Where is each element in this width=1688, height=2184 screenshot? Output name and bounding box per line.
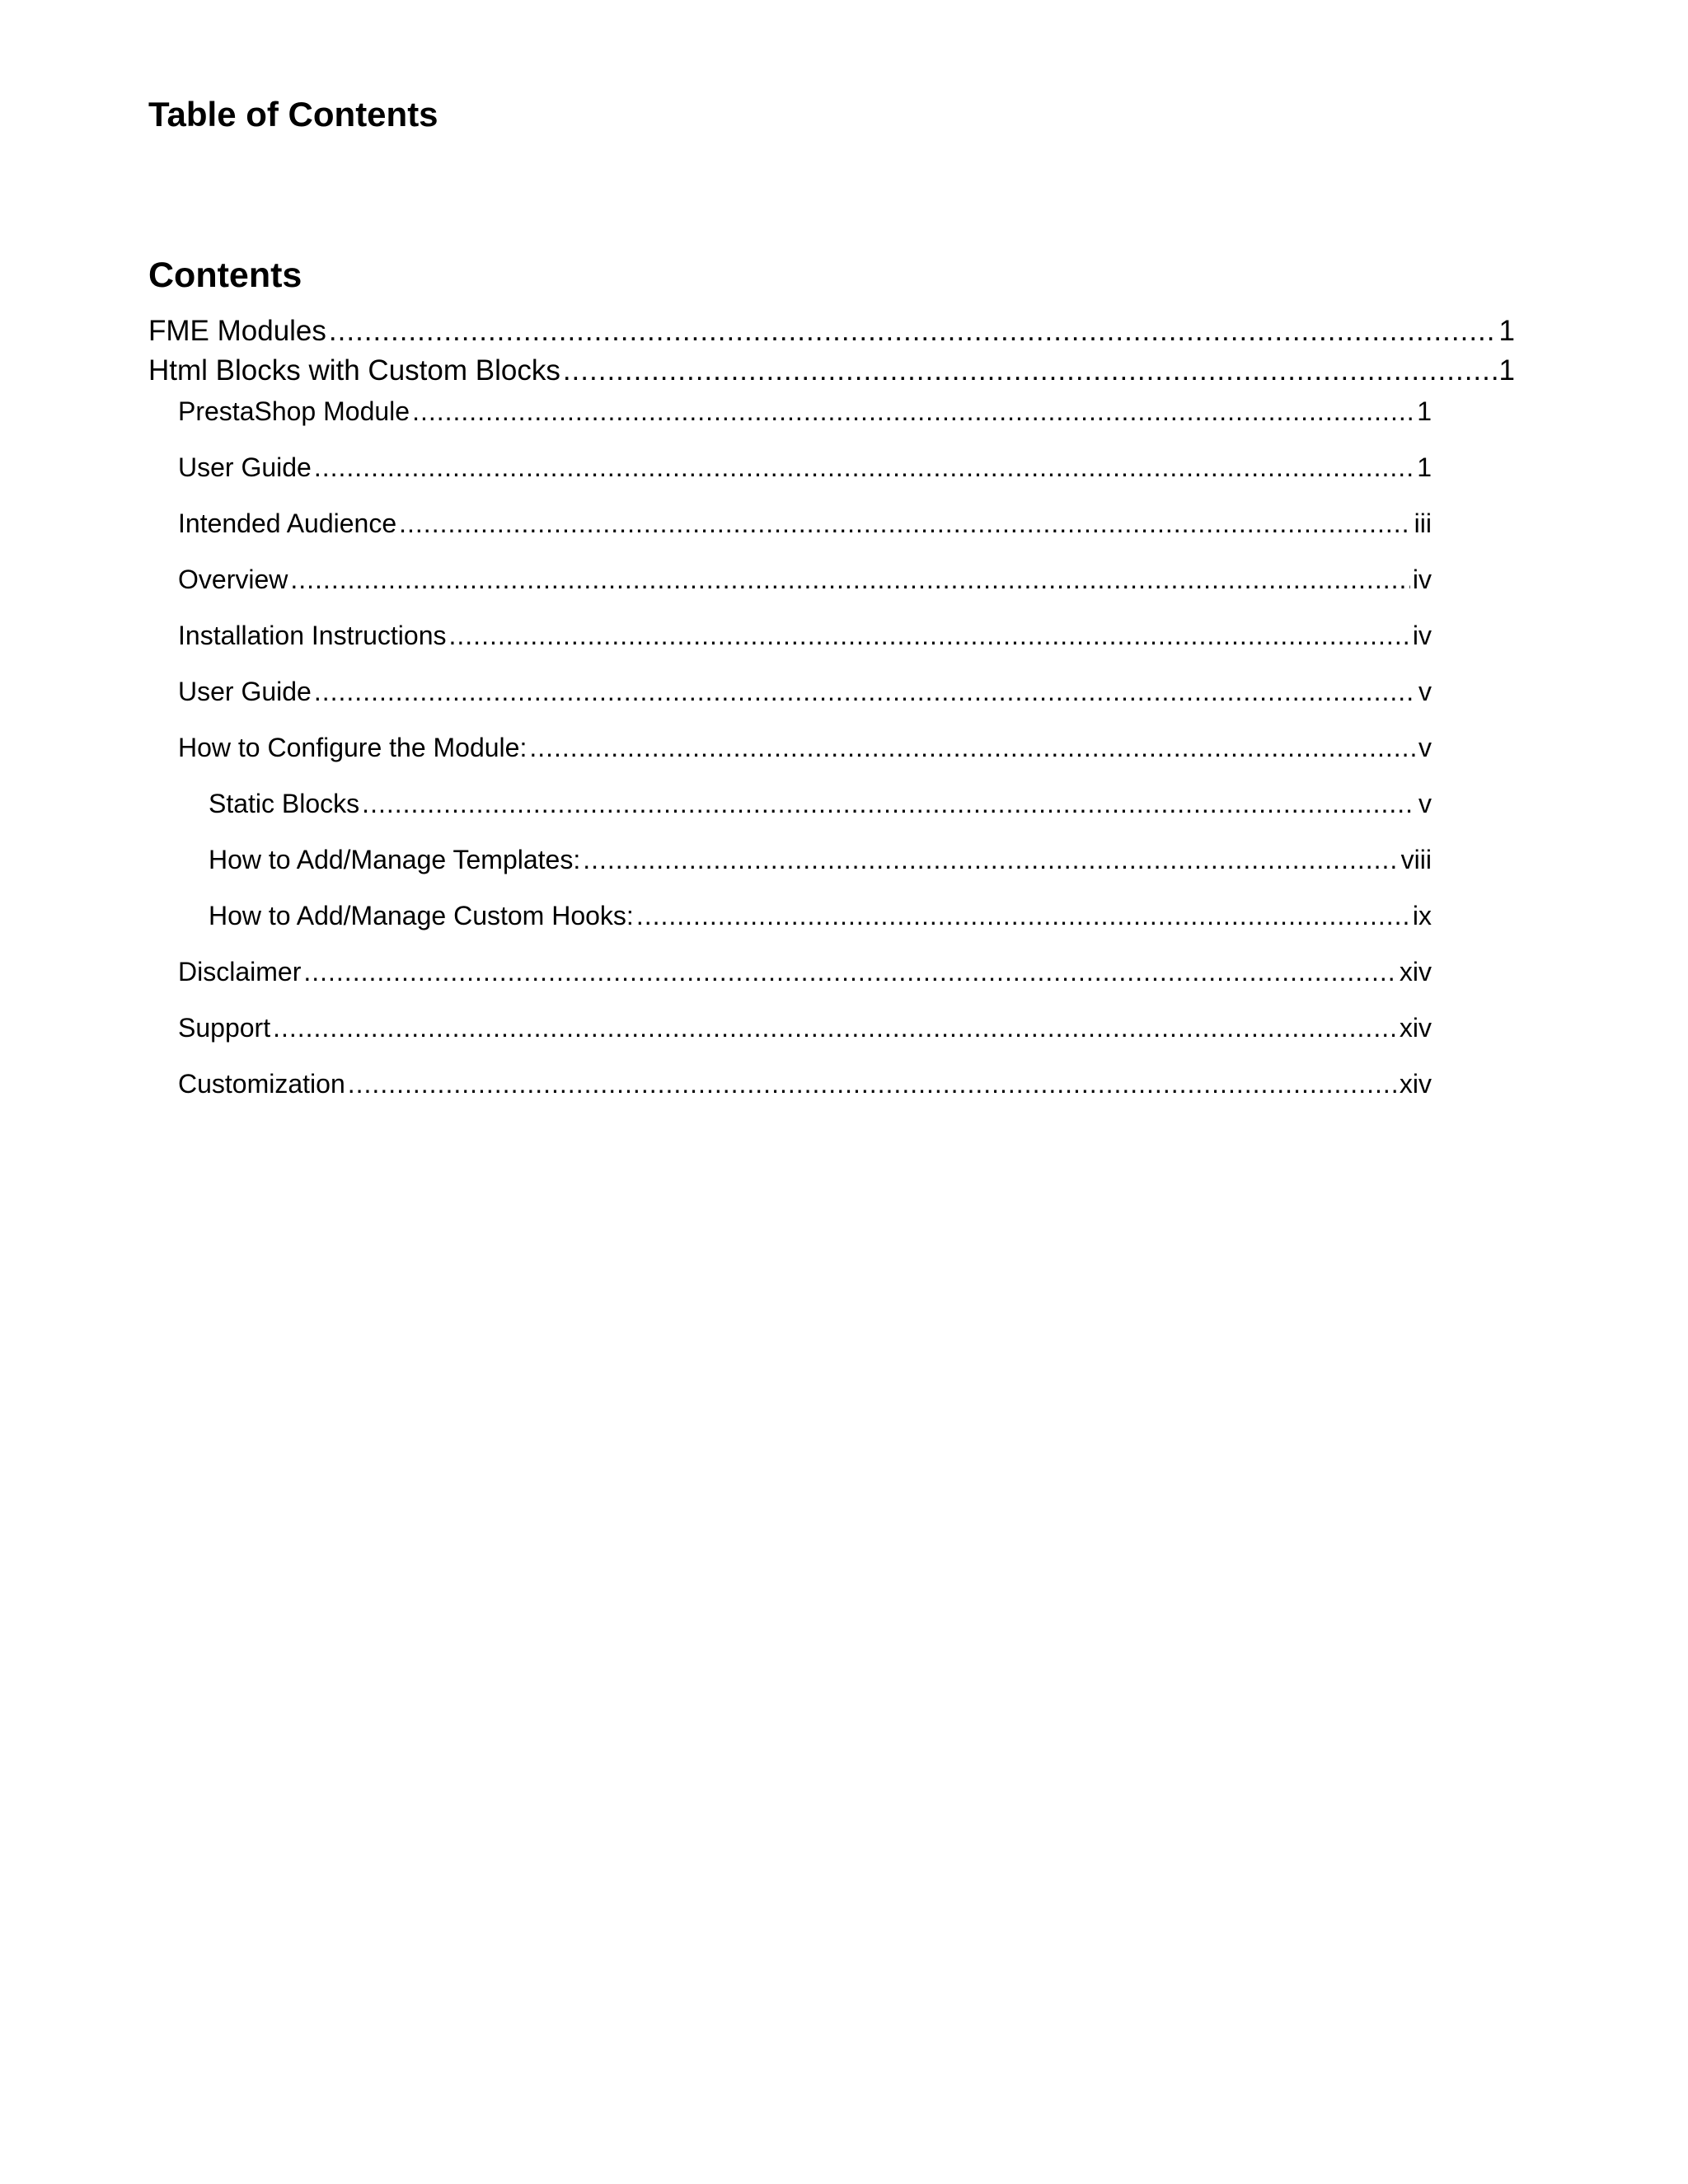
toc-entry-page: v (1418, 733, 1432, 762)
toc-entry[interactable] (209, 841, 1432, 878)
toc-entry-title: Disclaimer (178, 957, 302, 987)
toc-leader-dots (399, 505, 1412, 541)
toc-entry-title: Html Blocks with Custom Blocks (148, 354, 560, 387)
toc-leader-dots (273, 1010, 1397, 1046)
toc-entry[interactable] (178, 954, 1432, 990)
toc-leader-dots (636, 898, 1410, 934)
toc-leader-dots (362, 785, 1416, 822)
toc-entry[interactable] (178, 505, 1432, 541)
toc-leader-dots (303, 954, 1397, 990)
toc-entry[interactable] (209, 785, 1432, 822)
toc-leader-dots (583, 841, 1398, 878)
toc-leader-dots (412, 393, 1414, 429)
toc-entry-page: v (1418, 677, 1432, 706)
toc-entry[interactable] (209, 898, 1432, 934)
toc-leader-dots (314, 673, 1416, 710)
toc-entry-title: Static Blocks (209, 789, 360, 818)
toc-entry-title: How to Add/Manage Custom Hooks: (209, 901, 634, 930)
toc-entry-title: How to Add/Manage Templates: (209, 845, 581, 874)
toc-entry-page: xiv (1399, 957, 1432, 987)
toc-entry[interactable] (178, 617, 1432, 654)
toc-entry-page: 1 (1417, 396, 1432, 426)
toc-entry-page: 1 (1498, 315, 1515, 347)
toc-leader-dots (314, 449, 1414, 485)
toc-leader-dots (529, 729, 1416, 766)
toc-leader-dots (449, 617, 1410, 654)
toc-entry-title: Overview (178, 565, 288, 594)
toc-leader-dots (563, 351, 1497, 391)
toc-entry-page: viii (1400, 845, 1432, 874)
toc-entry-page: ix (1412, 901, 1432, 930)
toc-leader-dots (290, 561, 1410, 598)
toc-entry-page: iv (1412, 621, 1432, 650)
toc-entry[interactable] (178, 561, 1432, 598)
toc-entry[interactable] (148, 312, 1515, 351)
toc-heading: Contents (148, 255, 302, 295)
toc-entry-page: iv (1412, 565, 1432, 594)
toc-entry-page: xiv (1399, 1013, 1432, 1043)
toc-entry[interactable] (178, 729, 1432, 766)
toc-entry-page: iii (1414, 509, 1432, 538)
toc-entry[interactable] (178, 673, 1432, 710)
toc-entry-title: Installation Instructions (178, 621, 447, 650)
toc-entry-title: Support (178, 1013, 271, 1043)
toc-entry-title: Customization (178, 1069, 345, 1099)
toc-entry-title: PrestaShop Module (178, 396, 410, 426)
toc-entry-title: FME Modules (148, 315, 326, 347)
toc-entry-page: 1 (1498, 354, 1515, 387)
toc-leader-dots (329, 312, 1497, 351)
toc-leader-dots (348, 1066, 1397, 1102)
document-title: Table of Contents (148, 95, 438, 134)
toc-entry[interactable] (178, 393, 1432, 429)
toc-entry-title: User Guide (178, 677, 312, 706)
toc-entry-title: User Guide (178, 452, 312, 482)
toc-entry-title: Intended Audience (178, 509, 397, 538)
toc-entry[interactable] (178, 1010, 1432, 1046)
toc-entry-page: v (1418, 789, 1432, 818)
toc-entry-page: xiv (1399, 1069, 1432, 1099)
toc-entry-page: 1 (1417, 452, 1432, 482)
toc-entry-title: How to Configure the Module: (178, 733, 528, 762)
toc-entry[interactable] (148, 351, 1515, 391)
toc-entry[interactable] (178, 1066, 1432, 1102)
toc-entry[interactable] (178, 449, 1432, 485)
